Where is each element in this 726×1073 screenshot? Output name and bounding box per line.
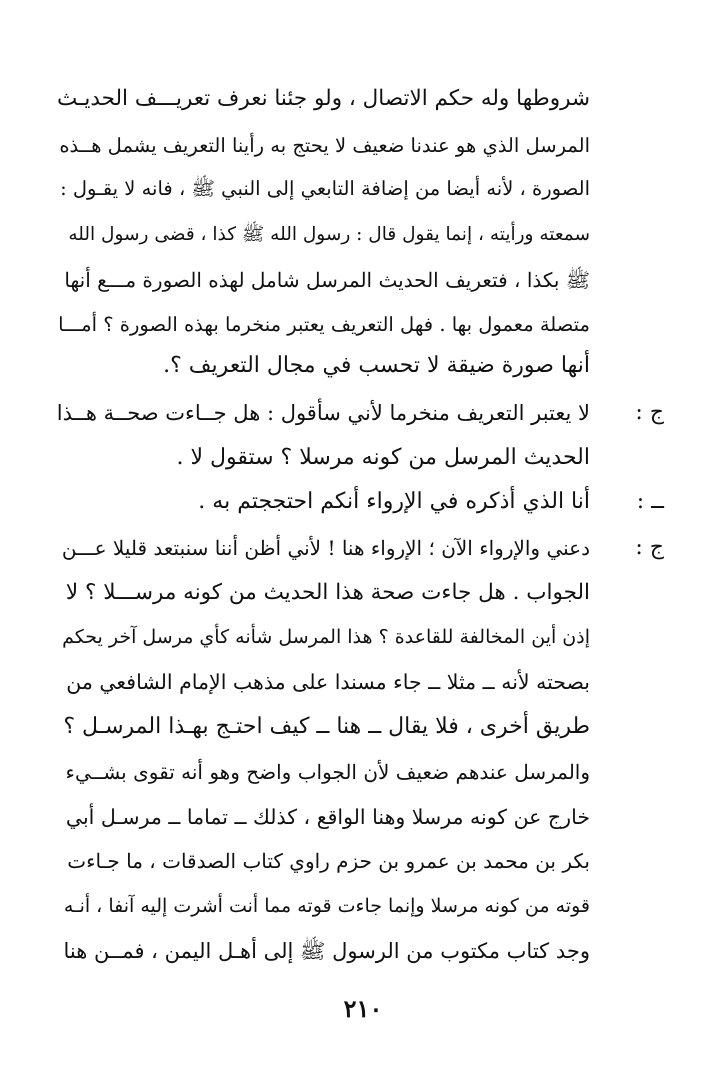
text-line: طريق أخرى ، فلا يقال ــ هنا ــ كيف احتـج بهـذا المرسـل ؟ bbox=[63, 714, 590, 739]
question-marker: ــ : bbox=[636, 489, 664, 514]
text-line: أنا الذي أذكره في الإرواء أنكم احتججتم به . bbox=[198, 489, 590, 514]
text-line: لا يعتبر التعريف منخرما لأني سأقول : هل جــاءت صحــة هــذا bbox=[56, 401, 590, 425]
answer-marker: ج : bbox=[635, 400, 664, 425]
text-line: ﷺ بكذا ، فتعريف الحديث المرسل شامل لهذه الصورة مـــع أنها bbox=[64, 268, 590, 292]
text-line: إذن أين المخالفة للقاعدة ؟ هذا المرسل شأنه كأي مرسل آخر يحكم bbox=[62, 626, 590, 648]
text-line: المرسل الذي هو عندنا ضعيف لا يحتج به رأينا التعريف يشمل هــذه bbox=[59, 134, 590, 157]
answer-marker: ج : bbox=[635, 535, 664, 560]
text-line: وجد كتاب مكتوب من الرسول ﷺ إلى أهـل اليمن ، فمــن هنا bbox=[63, 939, 590, 963]
text-line: سمعته ورأيته ، إنما يقول قال : رسول الله ﷺ كذا ، قضى رسول الله bbox=[68, 224, 590, 245]
text-line: قوته من كونه مرسلا وإنما جاءت قوته مما أنت أشرت إليه آنفا ، أنـه bbox=[63, 895, 590, 917]
text-line: خارج عن كونه مرسلا وهنا الواقع ، كذلك ــ تماما ــ مرسـل أبي bbox=[65, 805, 590, 829]
text-line: متصلة معمول بها . فهل التعريف يعتبر منخرما بهذه الصورة ؟ أمـــا bbox=[58, 313, 590, 336]
text-line: الحديث المرسل من كونه مرسلا ؟ ستقول لا . bbox=[176, 445, 590, 470]
text-line: شروطها وله حكم الاتصال ، ولو جئنا نعرف تعريـــف الحديـث bbox=[56, 86, 590, 111]
text-line: والمرسل عندهم ضعيف لأن الجواب واضح وهو أنه تقوى بشــيء bbox=[65, 760, 590, 784]
text-line: الصورة ، لأنه أيضا من إضافة التابعي إلى النبي ﷺ ، فانه لا يقـول : bbox=[60, 177, 590, 200]
text-line: بصحته لأنه ــ مثلا ــ جاء مسندا على مذهب الإمام الشافعي من bbox=[66, 670, 590, 694]
text-line: دعني والإرواء الآن ؛ الإرواء هنا ! لأني أظن أننا سنبتعد قليلا عـــن bbox=[61, 536, 590, 560]
page-number: ٢١٠ bbox=[343, 994, 383, 1023]
text-line: أنها صورة ضيقة لا تحسب في مجال التعريف ؟. bbox=[163, 353, 590, 378]
text-line: بكر بن محمد بن عمرو بن حزم راوي كتاب الصدقات ، ما جـاءت bbox=[67, 849, 590, 873]
text-line: الجواب . هل جاءت صحة هذا الحديث من كونه مرســـلا ؟ لا bbox=[65, 580, 590, 605]
